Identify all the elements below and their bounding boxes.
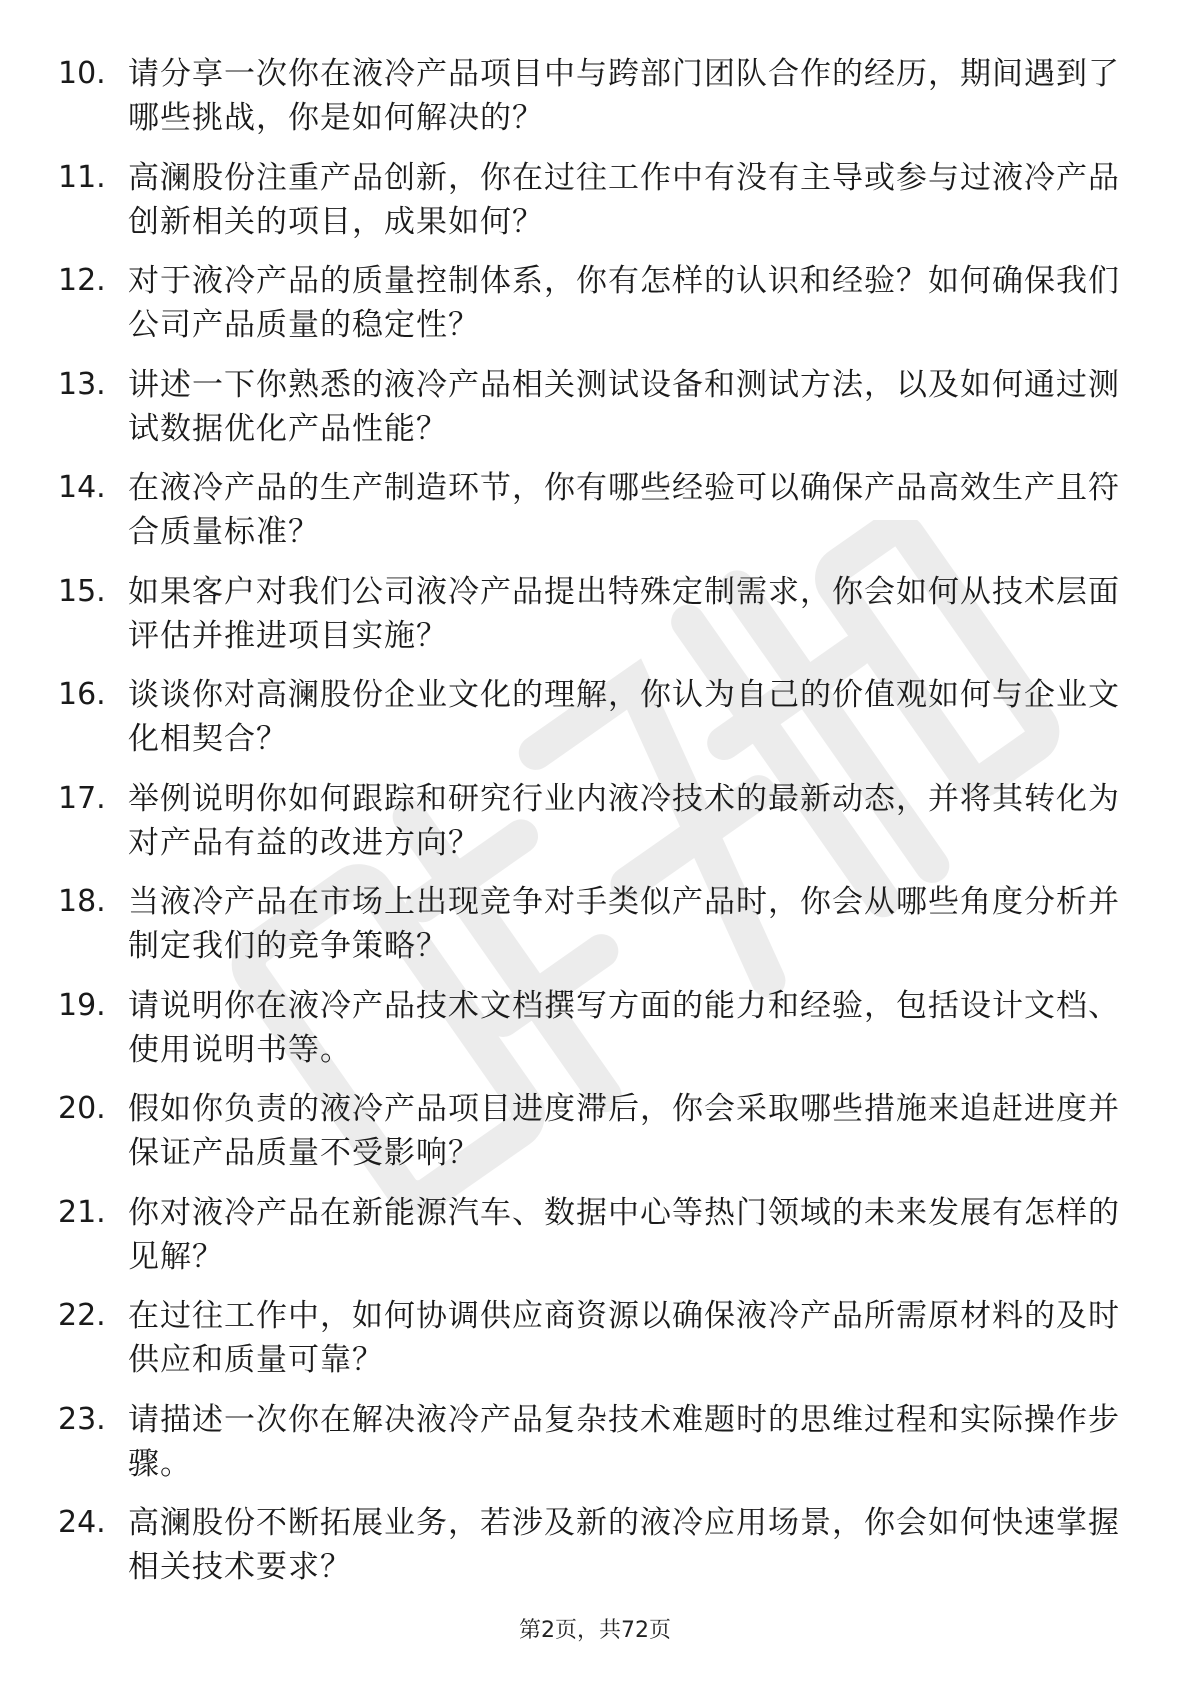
question-item <box>0 673 1190 777</box>
question-text: 谈谈你对高澜股份企业文化的理解，你认为自己的价值观如何与企业文化相契合？ <box>128 677 1120 757</box>
question-number: 14. <box>58 470 106 505</box>
question-number: 12. <box>58 263 106 298</box>
question-number: 18. <box>58 884 106 919</box>
question-number: 21. <box>58 1194 106 1230</box>
question-text: 在液冷产品的生产制造环节，你有哪些经验可以确保产品高效生产且符合质量标准？ <box>128 470 1120 550</box>
question-text: 高澜股份不断拓展业务，若涉及新的液冷应用场景，你会如何快速掌握相关技术要求？ <box>128 1505 1120 1585</box>
question-list <box>0 52 1190 1605</box>
question-number: 10. <box>58 56 106 91</box>
question-item <box>0 363 1190 467</box>
question-number: 19. <box>58 987 106 1023</box>
question-item <box>0 1191 1190 1295</box>
question-number: 16. <box>58 677 106 712</box>
page-number: 第2页，共72页 <box>519 1618 671 1643</box>
question-item <box>0 1294 1190 1398</box>
question-item <box>0 1501 1190 1605</box>
question-text: 在过往工作中，如何协调供应商资源以确保液冷产品所需原材料的及时供应和质量可靠？ <box>128 1298 1120 1378</box>
question-number: 24. <box>58 1505 106 1540</box>
question-text: 当液冷产品在市场上出现竞争对手类似产品时，你会从哪些角度分析并制定我们的竞争策略？ <box>128 884 1120 964</box>
question-item <box>0 156 1190 260</box>
question-item <box>0 259 1190 363</box>
question-text: 假如你负责的液冷产品项目进度滞后，你会采取哪些措施来追赶进度并保证产品质量不受影响？ <box>128 1091 1120 1171</box>
question-item <box>0 1398 1190 1502</box>
question-text: 你对液冷产品在新能源汽车、数据中心等热门领域的未来发展有怎样的见解？ <box>128 1194 1120 1275</box>
question-text: 对于液冷产品的质量控制体系，你有怎样的认识和经验？如何确保我们公司产品质量的稳定性？ <box>128 263 1120 343</box>
question-number: 23. <box>58 1401 106 1437</box>
question-text: 请说明你在液冷产品技术文档撰写方面的能力和经验，包括设计文档、使用说明书等。 <box>128 987 1120 1068</box>
question-number: 15. <box>58 573 106 609</box>
question-text: 请分享一次你在液冷产品项目中与跨部门团队合作的经历，期间遇到了哪些挑战，你是如何解决的？ <box>128 56 1120 136</box>
question-number: 22. <box>58 1298 106 1333</box>
question-number: 11. <box>58 159 106 195</box>
question-item <box>0 52 1190 156</box>
question-item <box>0 1087 1190 1191</box>
question-item <box>0 880 1190 984</box>
question-text: 讲述一下你熟悉的液冷产品相关测试设备和测试方法，以及如何通过测试数据优化产品性能？ <box>128 366 1120 447</box>
question-item <box>0 570 1190 674</box>
question-text: 请描述一次你在解决液冷产品复杂技术难题时的思维过程和实际操作步骤。 <box>128 1401 1120 1482</box>
question-text: 举例说明你如何跟踪和研究行业内液冷技术的最新动态，并将其转化为对产品有益的改进方向？ <box>128 780 1120 861</box>
question-item <box>0 984 1190 1088</box>
question-number: 17. <box>58 780 106 816</box>
question-text: 高澜股份注重产品创新，你在过往工作中有没有主导或参与过液冷产品创新相关的项目，成果如何？ <box>128 159 1120 240</box>
question-number: 20. <box>58 1091 106 1126</box>
question-item <box>0 777 1190 881</box>
question-item <box>0 466 1190 570</box>
question-text: 如果客户对我们公司液冷产品提出特殊定制需求，你会如何从技术层面评估并推进项目实施？ <box>128 573 1120 654</box>
question-number: 13. <box>58 366 106 402</box>
